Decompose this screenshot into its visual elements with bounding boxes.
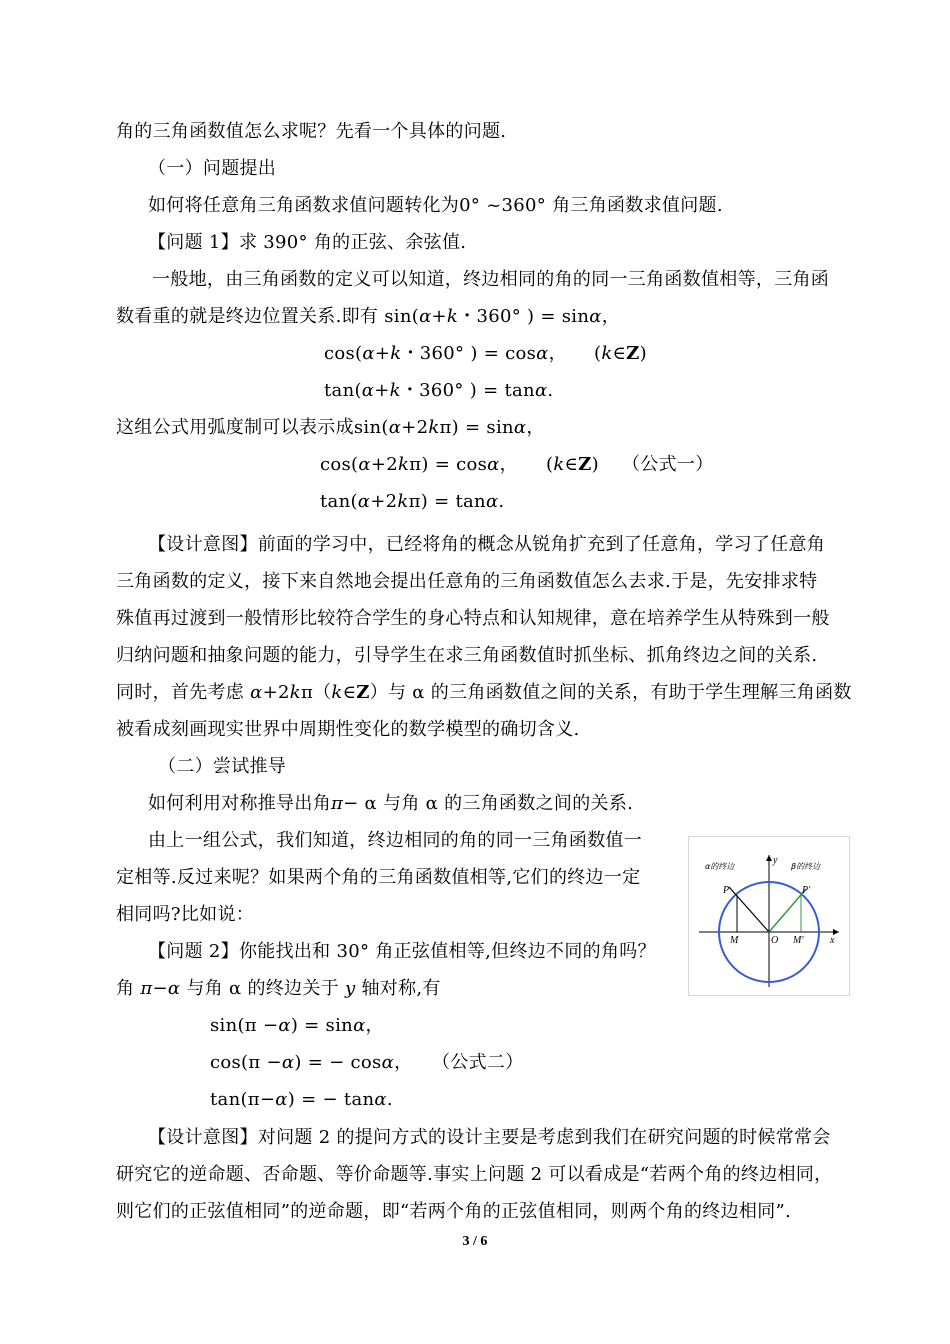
- unit-circle-diagram: [689, 837, 849, 995]
- paragraph-line: 由上一组公式，我们知道，终边相同的角的同一三角函数值一: [148, 830, 643, 851]
- paragraph-line: 角的三角函数值怎么求呢？先看一个具体的问题.: [116, 121, 507, 142]
- paragraph-line: 则它们的正弦值相同”的逆命题，即“若两个角的正弦值相同，则两个角的终边相同”.: [116, 1201, 792, 1222]
- terminal-side-alpha: [729, 887, 769, 932]
- paragraph-line: 归纳问题和抽象问题的能力，引导学生在求三角函数值时抓坐标、抓角终边之间的关系.: [116, 645, 818, 666]
- paragraph-line: 如何将任意角三角函数求值问题转化为0° ~360° 角三角函数求值问题.: [148, 195, 723, 216]
- paragraph-line: 一般地，由三角函数的定义可以知道，终边相同的角的同一三角函数值相等，三角函: [152, 269, 830, 290]
- section-heading-2: （二）尝试推导: [158, 756, 287, 777]
- label-beta-side: β的终边: [791, 862, 821, 871]
- origin-label: O: [771, 935, 779, 946]
- point-m-prime: M′: [793, 935, 804, 946]
- label-alpha-side: α的终边: [705, 862, 735, 871]
- paragraph-line: 同时，首先考虑 α+2kπ（k∈Z）与 α 的三角函数值之间的关系，有助于学生理解三角函数: [116, 682, 852, 703]
- formula-line: cos(α+k・360° ) = cosα，: [324, 343, 567, 364]
- paragraph-line: 角 π−α 与角 α 的终边关于 y 轴对称,有: [116, 978, 441, 999]
- point-p: P: [723, 885, 730, 896]
- paragraph-line: 被看成刻画现实世界中周期性变化的数学模型的确切含义.: [116, 719, 580, 740]
- page-number: 3 / 6: [462, 1234, 488, 1249]
- formula-line: cos(α+2kπ) = cosα，: [320, 454, 518, 475]
- unit-circle-figure: [688, 836, 850, 996]
- paragraph-line: 如何利用对称推导出角π− α 与角 α 的三角函数之间的关系.: [148, 793, 634, 814]
- terminal-side-beta: [769, 889, 806, 932]
- paragraph-line: 数看重的就是终边位置关系.即有 sin(α+k・360° ) = sinα，: [116, 306, 621, 327]
- y-axis-label: y: [773, 855, 778, 866]
- point-p-prime: P′: [802, 885, 811, 896]
- paragraph-line: 【设计意图】前面的学习中，已经将角的概念从锐角扩充到了任意角，学习了任意角: [148, 534, 826, 555]
- paragraph-line: 这组公式用弧度制可以表示成sin(α+2kπ) = sinα，: [116, 417, 545, 438]
- paragraph-line: 定相等.反过来呢？如果两个角的三角函数值相等,它们的终边一定: [116, 867, 641, 888]
- y-axis-arrow-icon: [766, 855, 772, 861]
- question-1: 【问题 1】求 390° 角的正弦、余弦值.: [148, 232, 467, 253]
- paragraph-line: 研究它的逆命题、否命题、等价命题等.事实上问题 2 可以看成是“若两个角的终边相同，: [116, 1164, 833, 1185]
- formula-condition: (k∈Z): [594, 343, 647, 364]
- paragraph-line: 相同吗?比如说：: [116, 904, 255, 925]
- section-heading-1: （一）问题提出: [148, 158, 277, 179]
- formula-line: tan(α+k・360° ) = tanα.: [324, 380, 554, 401]
- point-m: M: [730, 935, 739, 946]
- formula-line: cos(π −α) = − cosα，: [210, 1052, 413, 1073]
- paragraph-line: 【设计意图】对问题 2 的提问方式的设计主要是考虑到我们在研究问题的时候常常会: [148, 1127, 831, 1148]
- paragraph-line: 三角函数的定义，接下来自然地会提出任意角的三角函数值怎么去求.于是，先安排求特: [116, 571, 818, 592]
- formula-tag: （公式一）: [622, 454, 714, 475]
- x-axis-label: x: [830, 935, 835, 946]
- formula-line: tan(π−α) = − tanα.: [210, 1089, 393, 1110]
- formula-condition: (k∈Z): [546, 454, 599, 475]
- paragraph-line: 殊值再过渡到一般情形比较符合学生的身心特点和认知规律，意在培养学生从特殊到一般: [116, 608, 830, 629]
- formula-tag: （公式二）: [432, 1052, 524, 1073]
- formula-line: sin(π −α) = sinα，: [210, 1015, 384, 1036]
- question-2: 【问题 2】你能找出和 30° 角正弦值相等,但终边不同的角吗？: [148, 941, 656, 962]
- formula-line: tan(α+2kπ) = tanα.: [320, 491, 505, 512]
